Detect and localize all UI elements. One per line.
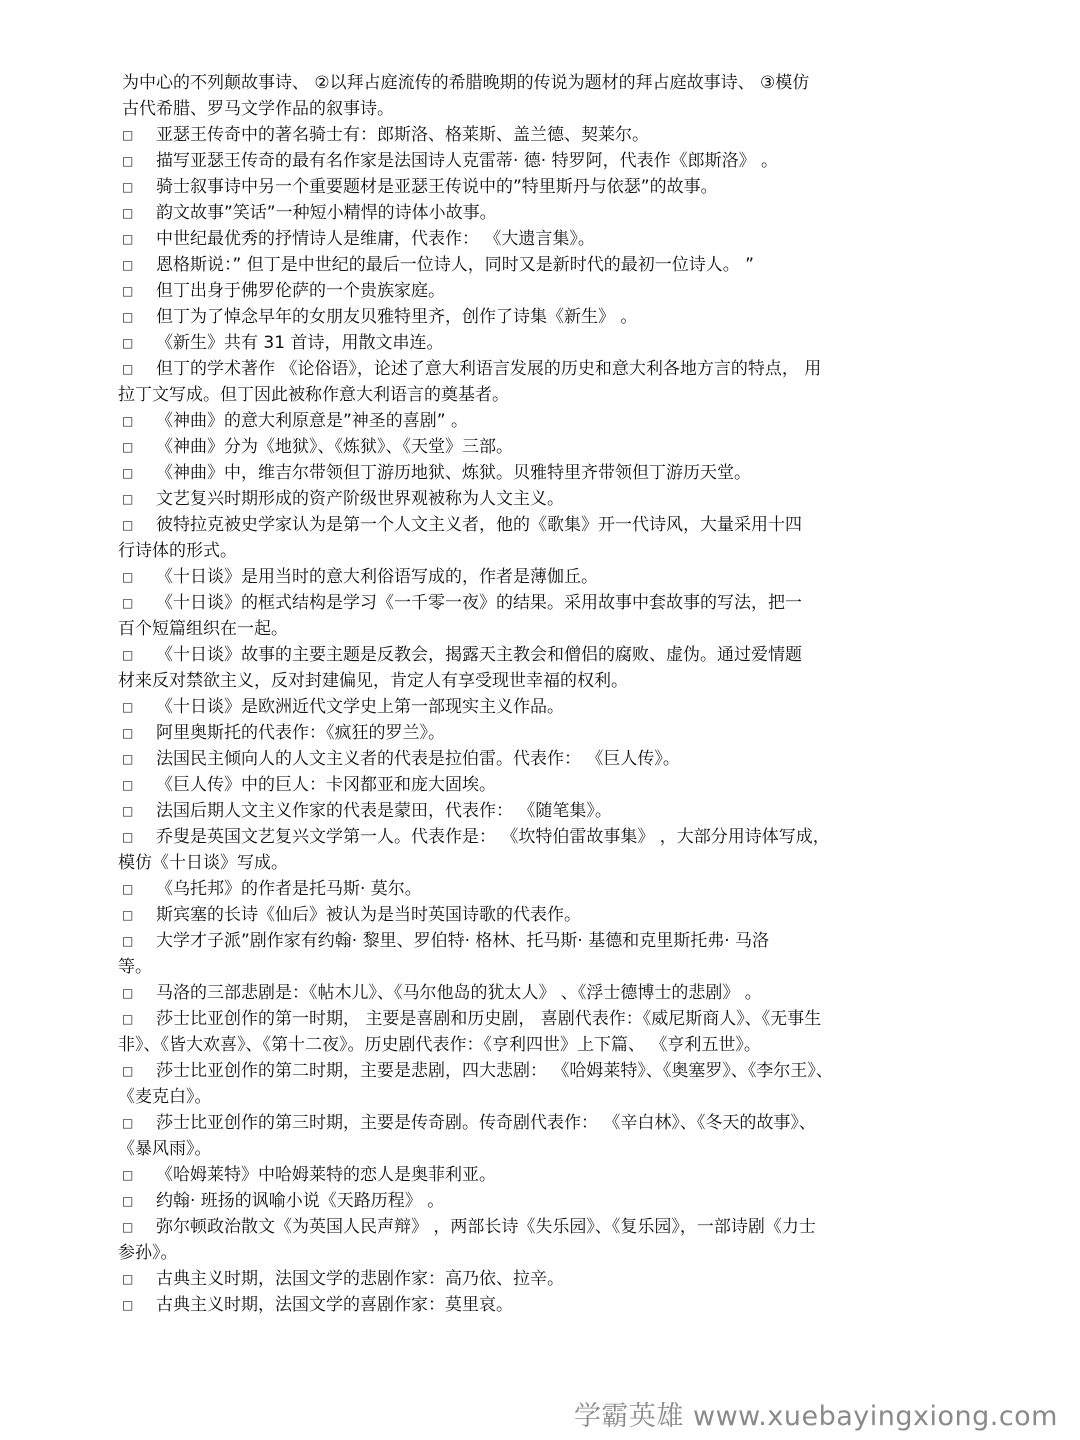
list-item-text: 斯宾塞的长诗《仙后》被认为是当时英国诗歌的代表作。 bbox=[156, 905, 581, 925]
checkbox-bullet-icon: □ bbox=[122, 1194, 134, 1208]
list-item bbox=[122, 798, 952, 824]
list-item-text: 但丁为了悼念早年的女朋友贝雅特里齐，创作了诗集《新生》 。 bbox=[156, 307, 638, 327]
list-item-text: 约翰· 班扬的讽喻小说《天路历程》 。 bbox=[156, 1191, 445, 1211]
list-item bbox=[118, 824, 952, 876]
list-item bbox=[122, 330, 952, 356]
list-item bbox=[122, 694, 952, 720]
list-item bbox=[118, 1058, 952, 1110]
list-item bbox=[122, 226, 952, 252]
list-item bbox=[122, 460, 952, 486]
list-item-text: 《神曲》的意大利原意是”神圣的喜剧” 。 bbox=[156, 411, 469, 431]
checkbox-bullet-icon: □ bbox=[122, 830, 134, 844]
list-item-text: 弥尔顿政治散文《为英国人民声辩》 ，两部长诗《失乐园》、《复乐园》，一部诗剧《力士 bbox=[156, 1217, 816, 1237]
list-item-text: 大学才子派”剧作家有约翰· 黎里、罗伯特· 格林、托马斯· 基德和克里斯托弗· 马洛 bbox=[156, 931, 770, 951]
intro-line-1: 为中心的不列颠故事诗、 ②以拜占庭流传的希腊晚期的传说为题材的拜占庭故事诗、 ③模仿 bbox=[122, 73, 810, 93]
watermark: 学霸英雄 www.xuebayingxiong.com bbox=[573, 1401, 1058, 1432]
checkbox-bullet-icon: □ bbox=[122, 336, 134, 350]
list-item-continuation: 材来反对禁欲主义，反对封建偏见，肯定人有享受现世幸福的权利。 bbox=[118, 671, 628, 691]
checkbox-bullet-icon: □ bbox=[122, 1272, 134, 1286]
checkbox-bullet-icon: □ bbox=[122, 1168, 134, 1182]
list-item-text: 《十日谈》故事的主要主题是反教会，揭露天主教会和僧侣的腐败、虚伪。通过爱情题 bbox=[156, 645, 802, 665]
list-item-text: 文艺复兴时期形成的资产阶级世界观被称为人文主义。 bbox=[156, 489, 564, 509]
checkbox-bullet-icon: □ bbox=[122, 804, 134, 818]
checkbox-bullet-icon: □ bbox=[122, 414, 134, 428]
list-item-text: 莎士比亚创作的第三时期，主要是传奇剧。传奇剧代表作： 《辛白林》、《冬天的故事》、 bbox=[156, 1113, 816, 1133]
checkbox-bullet-icon: □ bbox=[122, 128, 134, 142]
list-item-text: 亚瑟王传奇中的著名骑士有：郎斯洛、格莱斯、盖兰德、契莱尔。 bbox=[156, 125, 649, 145]
checkbox-bullet-icon: □ bbox=[122, 726, 134, 740]
list-item-text: 《十日谈》的框式结构是学习《一千零一夜》的结果。采用故事中套故事的写法，把一 bbox=[156, 593, 802, 613]
list-item-continuation: 参孙》。 bbox=[118, 1243, 178, 1263]
list-item bbox=[122, 876, 952, 902]
checkbox-bullet-icon: □ bbox=[122, 180, 134, 194]
checkbox-bullet-icon: □ bbox=[122, 310, 134, 324]
list-item-text: 乔叟是英国文艺复兴文学第一人。代表作是： 《坎特伯雷故事集》 ，大部分用诗体写成， bbox=[156, 827, 830, 847]
list-item-continuation: 行诗体的形式。 bbox=[118, 541, 237, 561]
checkbox-bullet-icon: □ bbox=[122, 570, 134, 584]
list-item-continuation: 《麦克白》。 bbox=[118, 1087, 212, 1107]
list-item-continuation: 模仿《十日谈》写成。 bbox=[118, 853, 288, 873]
list-item bbox=[122, 278, 952, 304]
list-item bbox=[118, 1110, 952, 1162]
list-item-continuation: 拉丁文写成。但丁因此被称作意大利语言的奠基者。 bbox=[118, 385, 509, 405]
document-body bbox=[118, 70, 952, 1318]
list-item bbox=[122, 1292, 952, 1318]
list-item-text: 《巨人传》中的巨人：卡冈都亚和庞大固埃。 bbox=[156, 775, 496, 795]
list-item-text: 古典主义时期，法国文学的喜剧作家：莫里哀。 bbox=[156, 1295, 513, 1315]
checkbox-bullet-icon: □ bbox=[122, 778, 134, 792]
list-item-text: 法国民主倾向人的人文主义者的代表是拉伯雷。代表作： 《巨人传》。 bbox=[156, 749, 680, 769]
list-item bbox=[122, 486, 952, 512]
list-item-text: 莎士比亚创作的第一时期， 主要是喜剧和历史剧， 喜剧代表作：《威尼斯商人》、《无事生 bbox=[156, 1009, 822, 1029]
checkbox-bullet-icon: □ bbox=[122, 596, 134, 610]
list-item bbox=[122, 174, 952, 200]
checkbox-bullet-icon: □ bbox=[122, 232, 134, 246]
list-item-continuation: 《暴风雨》。 bbox=[118, 1139, 212, 1159]
list-item-text: 马洛的三部悲剧是：《帖木儿》、《马尔他岛的犹太人》 、《浮士德博士的悲剧》 。 bbox=[156, 983, 762, 1003]
checkbox-bullet-icon: □ bbox=[122, 648, 134, 662]
list-item bbox=[122, 200, 952, 226]
checkbox-bullet-icon: □ bbox=[122, 1220, 134, 1234]
checkbox-bullet-icon: □ bbox=[122, 752, 134, 766]
list-item bbox=[118, 928, 952, 980]
list-item-text: 法国后期人文主义作家的代表是蒙田，代表作： 《随笔集》。 bbox=[156, 801, 612, 821]
list-item-text: 《十日谈》是欧洲近代文学史上第一部现实主义作品。 bbox=[156, 697, 564, 717]
list-item-text: 骑士叙事诗中另一个重要题材是亚瑟王传说中的”特里斯丹与依瑟”的故事。 bbox=[156, 177, 718, 197]
bullet-list bbox=[118, 122, 952, 1318]
list-item-text: 《新生》共有 31 首诗，用散文串连。 bbox=[156, 333, 444, 353]
list-item-text: 《十日谈》是用当时的意大利俗语写成的，作者是薄伽丘。 bbox=[156, 567, 598, 587]
list-item bbox=[122, 148, 952, 174]
list-item bbox=[122, 408, 952, 434]
list-item bbox=[122, 980, 952, 1006]
list-item bbox=[122, 772, 952, 798]
checkbox-bullet-icon: □ bbox=[122, 362, 134, 376]
list-item-text: 《乌托邦》的作者是托马斯· 莫尔。 bbox=[156, 879, 422, 899]
checkbox-bullet-icon: □ bbox=[122, 284, 134, 298]
checkbox-bullet-icon: □ bbox=[122, 440, 134, 454]
checkbox-bullet-icon: □ bbox=[122, 258, 134, 272]
list-item-continuation: 非》、《皆大欢喜》、《第十二夜》。历史剧代表作：《亨利四世》上下篇、 《亨利五世》。 bbox=[118, 1035, 761, 1055]
checkbox-bullet-icon: □ bbox=[122, 518, 134, 532]
list-item-text: 韵文故事”笑话”一种短小精悍的诗体小故事。 bbox=[156, 203, 497, 223]
list-item-text: 古典主义时期，法国文学的悲剧作家：高乃依、拉辛。 bbox=[156, 1269, 564, 1289]
checkbox-bullet-icon: □ bbox=[122, 466, 134, 480]
list-item-text: 莎士比亚创作的第二时期，主要是悲剧，四大悲剧： 《哈姆莱特》、《奥塞罗》、《李尔王》、 bbox=[156, 1061, 833, 1081]
list-item bbox=[122, 1266, 952, 1292]
list-item bbox=[118, 590, 952, 642]
checkbox-bullet-icon: □ bbox=[122, 882, 134, 896]
list-item bbox=[118, 512, 952, 564]
checkbox-bullet-icon: □ bbox=[122, 1116, 134, 1130]
list-item-text: 描写亚瑟王传奇的最有名作家是法国诗人克雷蒂· 德· 特罗阿，代表作《郎斯洛》 。 bbox=[156, 151, 779, 171]
list-item-continuation: 百个短篇组织在一起。 bbox=[118, 619, 288, 639]
list-item bbox=[122, 304, 952, 330]
list-item-text: 《哈姆莱特》中哈姆莱特的恋人是奥菲利亚。 bbox=[156, 1165, 496, 1185]
list-item bbox=[122, 1162, 952, 1188]
intro-line-2: 古代希腊、罗马文学作品的叙事诗。 bbox=[122, 99, 394, 119]
list-item bbox=[122, 252, 952, 278]
list-item bbox=[122, 902, 952, 928]
checkbox-bullet-icon: □ bbox=[122, 700, 134, 714]
checkbox-bullet-icon: □ bbox=[122, 1012, 134, 1026]
list-item bbox=[122, 1188, 952, 1214]
list-item bbox=[122, 564, 952, 590]
checkbox-bullet-icon: □ bbox=[122, 986, 134, 1000]
checkbox-bullet-icon: □ bbox=[122, 934, 134, 948]
list-item bbox=[122, 746, 952, 772]
list-item-text: 中世纪最优秀的抒情诗人是维庸，代表作： 《大遗言集》。 bbox=[156, 229, 595, 249]
checkbox-bullet-icon: □ bbox=[122, 154, 134, 168]
list-item bbox=[122, 122, 952, 148]
list-item bbox=[118, 642, 952, 694]
checkbox-bullet-icon: □ bbox=[122, 492, 134, 506]
list-item-continuation: 等。 bbox=[118, 957, 152, 977]
list-item bbox=[122, 434, 952, 460]
list-item bbox=[118, 356, 952, 408]
checkbox-bullet-icon: □ bbox=[122, 1064, 134, 1078]
list-item-text: 《神曲》分为《地狱》、《炼狱》、《天堂》三部。 bbox=[156, 437, 513, 457]
list-item bbox=[122, 720, 952, 746]
checkbox-bullet-icon: □ bbox=[122, 908, 134, 922]
list-item-text: 恩格斯说：” 但丁是中世纪的最后一位诗人，同时又是新时代的最初一位诗人。 ” bbox=[156, 255, 754, 275]
list-item-text: 阿里奥斯托的代表作：《疯狂的罗兰》。 bbox=[156, 723, 445, 743]
list-item bbox=[118, 1214, 952, 1266]
list-item-text: 但丁的学术著作 《论俗语》，论述了意大利语言发展的历史和意大利各地方言的特点， 用 bbox=[156, 359, 822, 379]
checkbox-bullet-icon: □ bbox=[122, 206, 134, 220]
list-item-text: 彼特拉克被史学家认为是第一个人文主义者，他的《歌集》开一代诗风，大量采用十四 bbox=[156, 515, 802, 535]
list-item-text: 《神曲》中，维吉尔带领但丁游历地狱、炼狱。贝雅特里齐带领但丁游历天堂。 bbox=[156, 463, 751, 483]
checkbox-bullet-icon: □ bbox=[122, 1298, 134, 1312]
list-item bbox=[118, 1006, 952, 1058]
list-item-text: 但丁出身于佛罗伦萨的一个贵族家庭。 bbox=[156, 281, 445, 301]
